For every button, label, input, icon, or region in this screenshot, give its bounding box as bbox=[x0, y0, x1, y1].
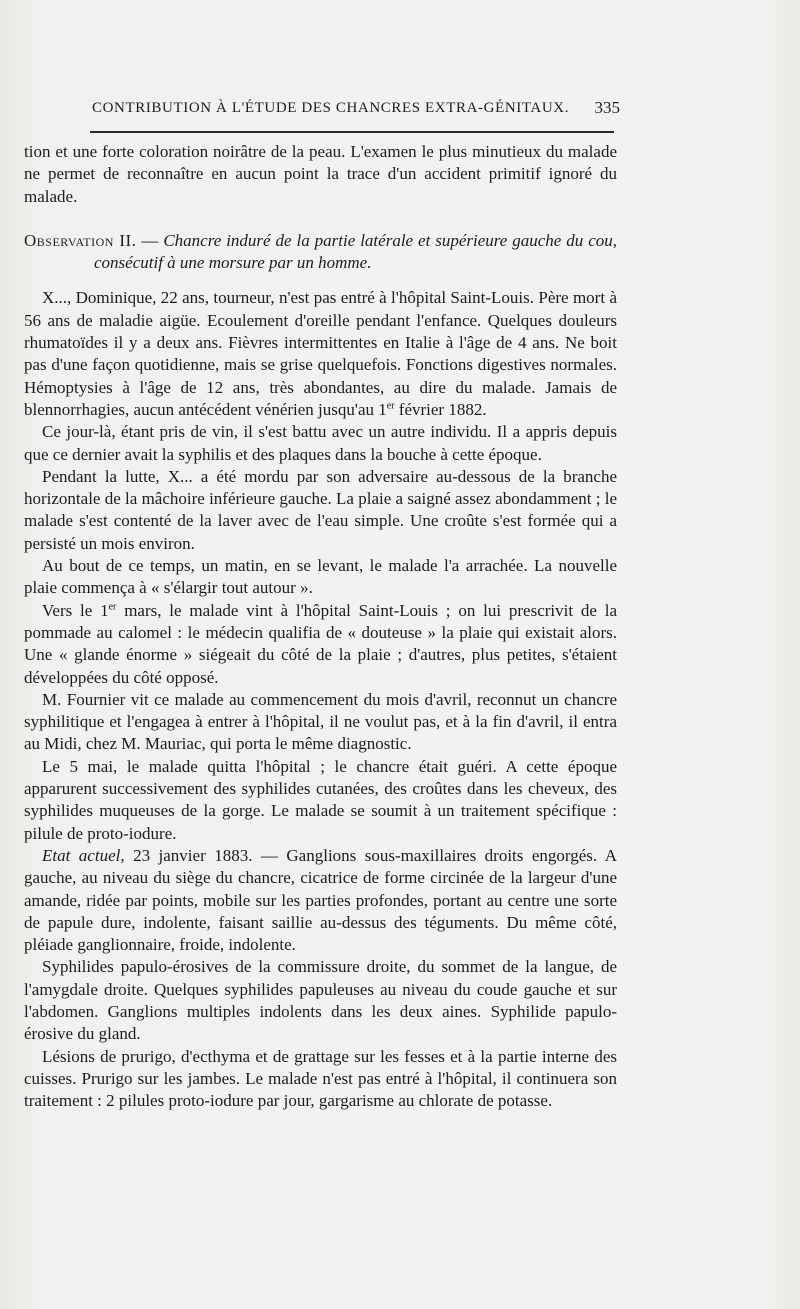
paragraph-fournier: M. Fournier vit ce malade au commencement du mois d'avril, reconnut un chancre syphilitique et l'engagea à entrer à l'hôpital, il ne voulut pas, et à la fin d'avril, il entra au Midi, chez M. Mauriac, qui porta le même diagnostic. bbox=[24, 689, 617, 754]
paragraph-lesions: Lésions de prurigo, d'ecthyma et de grattage sur les fesses et à la partie interne des cuisses. Prurigo sur les jambes. Le malade n'est pas entré à l'hôpital, il continuera son traitement : 2 pilules proto-iodure par jour, gargarisme au chlorate de potasse. bbox=[24, 1046, 617, 1111]
paragraph-syphilides: Syphilides papulo-érosives de la commissure droite, du sommet de la langue, de l'amygdale droite. Quelques syphilides papuleuses au niveau du coude gauche et sur l'abdomen. Ganglions multiples indolents dans les deux aines. Syphilide papulo-érosive du gland. bbox=[24, 957, 617, 1044]
paragraph-current-state bbox=[24, 845, 617, 956]
paragraph-fight: Ce jour-là, étant pris de vin, il s'est battu avec un autre individu. Il a appris depuis que ce dernier avait la syphilis et des plaques dans la bouche à cette époque. bbox=[24, 422, 617, 464]
paragraph-history-end: février 1882. bbox=[394, 399, 487, 419]
observation-title: Chancre induré de la partie latérale et supérieure gauche du cou, consécutif à une morsure par un homme. bbox=[94, 230, 618, 273]
paragraph-history-text: X..., Dominique, 22 ans, tourneur, n'est pas entré à l'hôpital Saint-Louis. Père mort à 56 ans de maladie aigüe. Ecoulement d'oreille pendant l'enfance. Quelques douleurs rhumatoïdes il y a deux ans. Fièvres intermittentes en Italie à l'âge de 4 ans. Ne boit pas d'une façon quotidienne, mais se grise quelquefois. Fonctions digestives normales. Hémoptysies à l'âge de 12 ans, très abondantes, au dire du malade. Jamais de blennorrhagies, aucun antécédent vénérien jusqu'au 1 bbox=[24, 288, 617, 419]
paragraph-new-wound: Au bout de ce temps, un matin, en se levant, le malade l'a arrachée. La nouvelle plaie commença à « s'élargir tout autour ». bbox=[24, 556, 617, 598]
paragraph-history bbox=[24, 287, 617, 421]
observation-label: Observation II. bbox=[24, 230, 137, 250]
paragraph-march-superscript: er bbox=[108, 600, 117, 612]
observation-heading bbox=[24, 230, 617, 275]
paragraph-march-start: Vers le 1 bbox=[42, 600, 109, 620]
paragraph-march bbox=[24, 600, 617, 689]
running-title: CONTRIBUTION À L'ÉTUDE DES CHANCRES EXTRA-GÉNITAUX. bbox=[92, 100, 570, 116]
paragraph-march-text: mars, le malade vint à l'hôpital Saint-Louis ; on lui prescrivit de la pommade au calomel : le médecin qualifia de « douteuse » la plaie qui existait alors. Une « glande énorme » siégeait du côté de la plaie ; d'autres, plus petites, s'étaient développées du côté opposé. bbox=[24, 600, 618, 687]
body-text bbox=[24, 141, 617, 1112]
paragraph-current-state-text: , 23 janvier 1883. — Ganglions sous-maxillaires droits engorgés. A gauche, au niveau du siège du chancre, cicatrice de forme circinée de la largeur d'une amande, ridée par points, mobile sur les parties profondes, portant au centre une sorte de papule dure, indolente, faisant saillie au-dessus des téguments. Du même côté, pléiade ganglionnaire, froide, indolente. bbox=[24, 845, 617, 955]
page-number: 335 bbox=[594, 98, 620, 117]
paragraph-current-state-label: Etat actuel bbox=[42, 845, 121, 865]
paragraph-bite: Pendant la lutte, X... a été mordu par son adversaire au-dessous de la branche horizontale de la mâchoire inférieure gauche. La plaie a saigné assez abondamment ; le malade s'est contenté de la laver avec de l'eau simple. Une croûte s'est formée qui a persisté un mois environ. bbox=[24, 466, 617, 553]
continuation-paragraph: tion et une forte coloration noirâtre de la peau. L'examen le plus minutieux du malade ne permet de reconnaître en aucun point la trace d'un accident primitif ignoré du malade. bbox=[24, 142, 617, 206]
paragraph-history-superscript: er bbox=[386, 400, 395, 412]
paragraph-may: Le 5 mai, le malade quitta l'hôpital ; le chancre était guéri. A cette époque apparurent successivement des syphilides cutanées, des croûtes dans les cheveux, des syphilides muqueuses de la gorge. Le malade se soumit à un traitement spécifique : pilule de proto-iodure. bbox=[24, 756, 617, 843]
header-rule bbox=[90, 131, 614, 133]
running-head bbox=[92, 100, 620, 124]
observation-dash: — bbox=[136, 230, 164, 250]
